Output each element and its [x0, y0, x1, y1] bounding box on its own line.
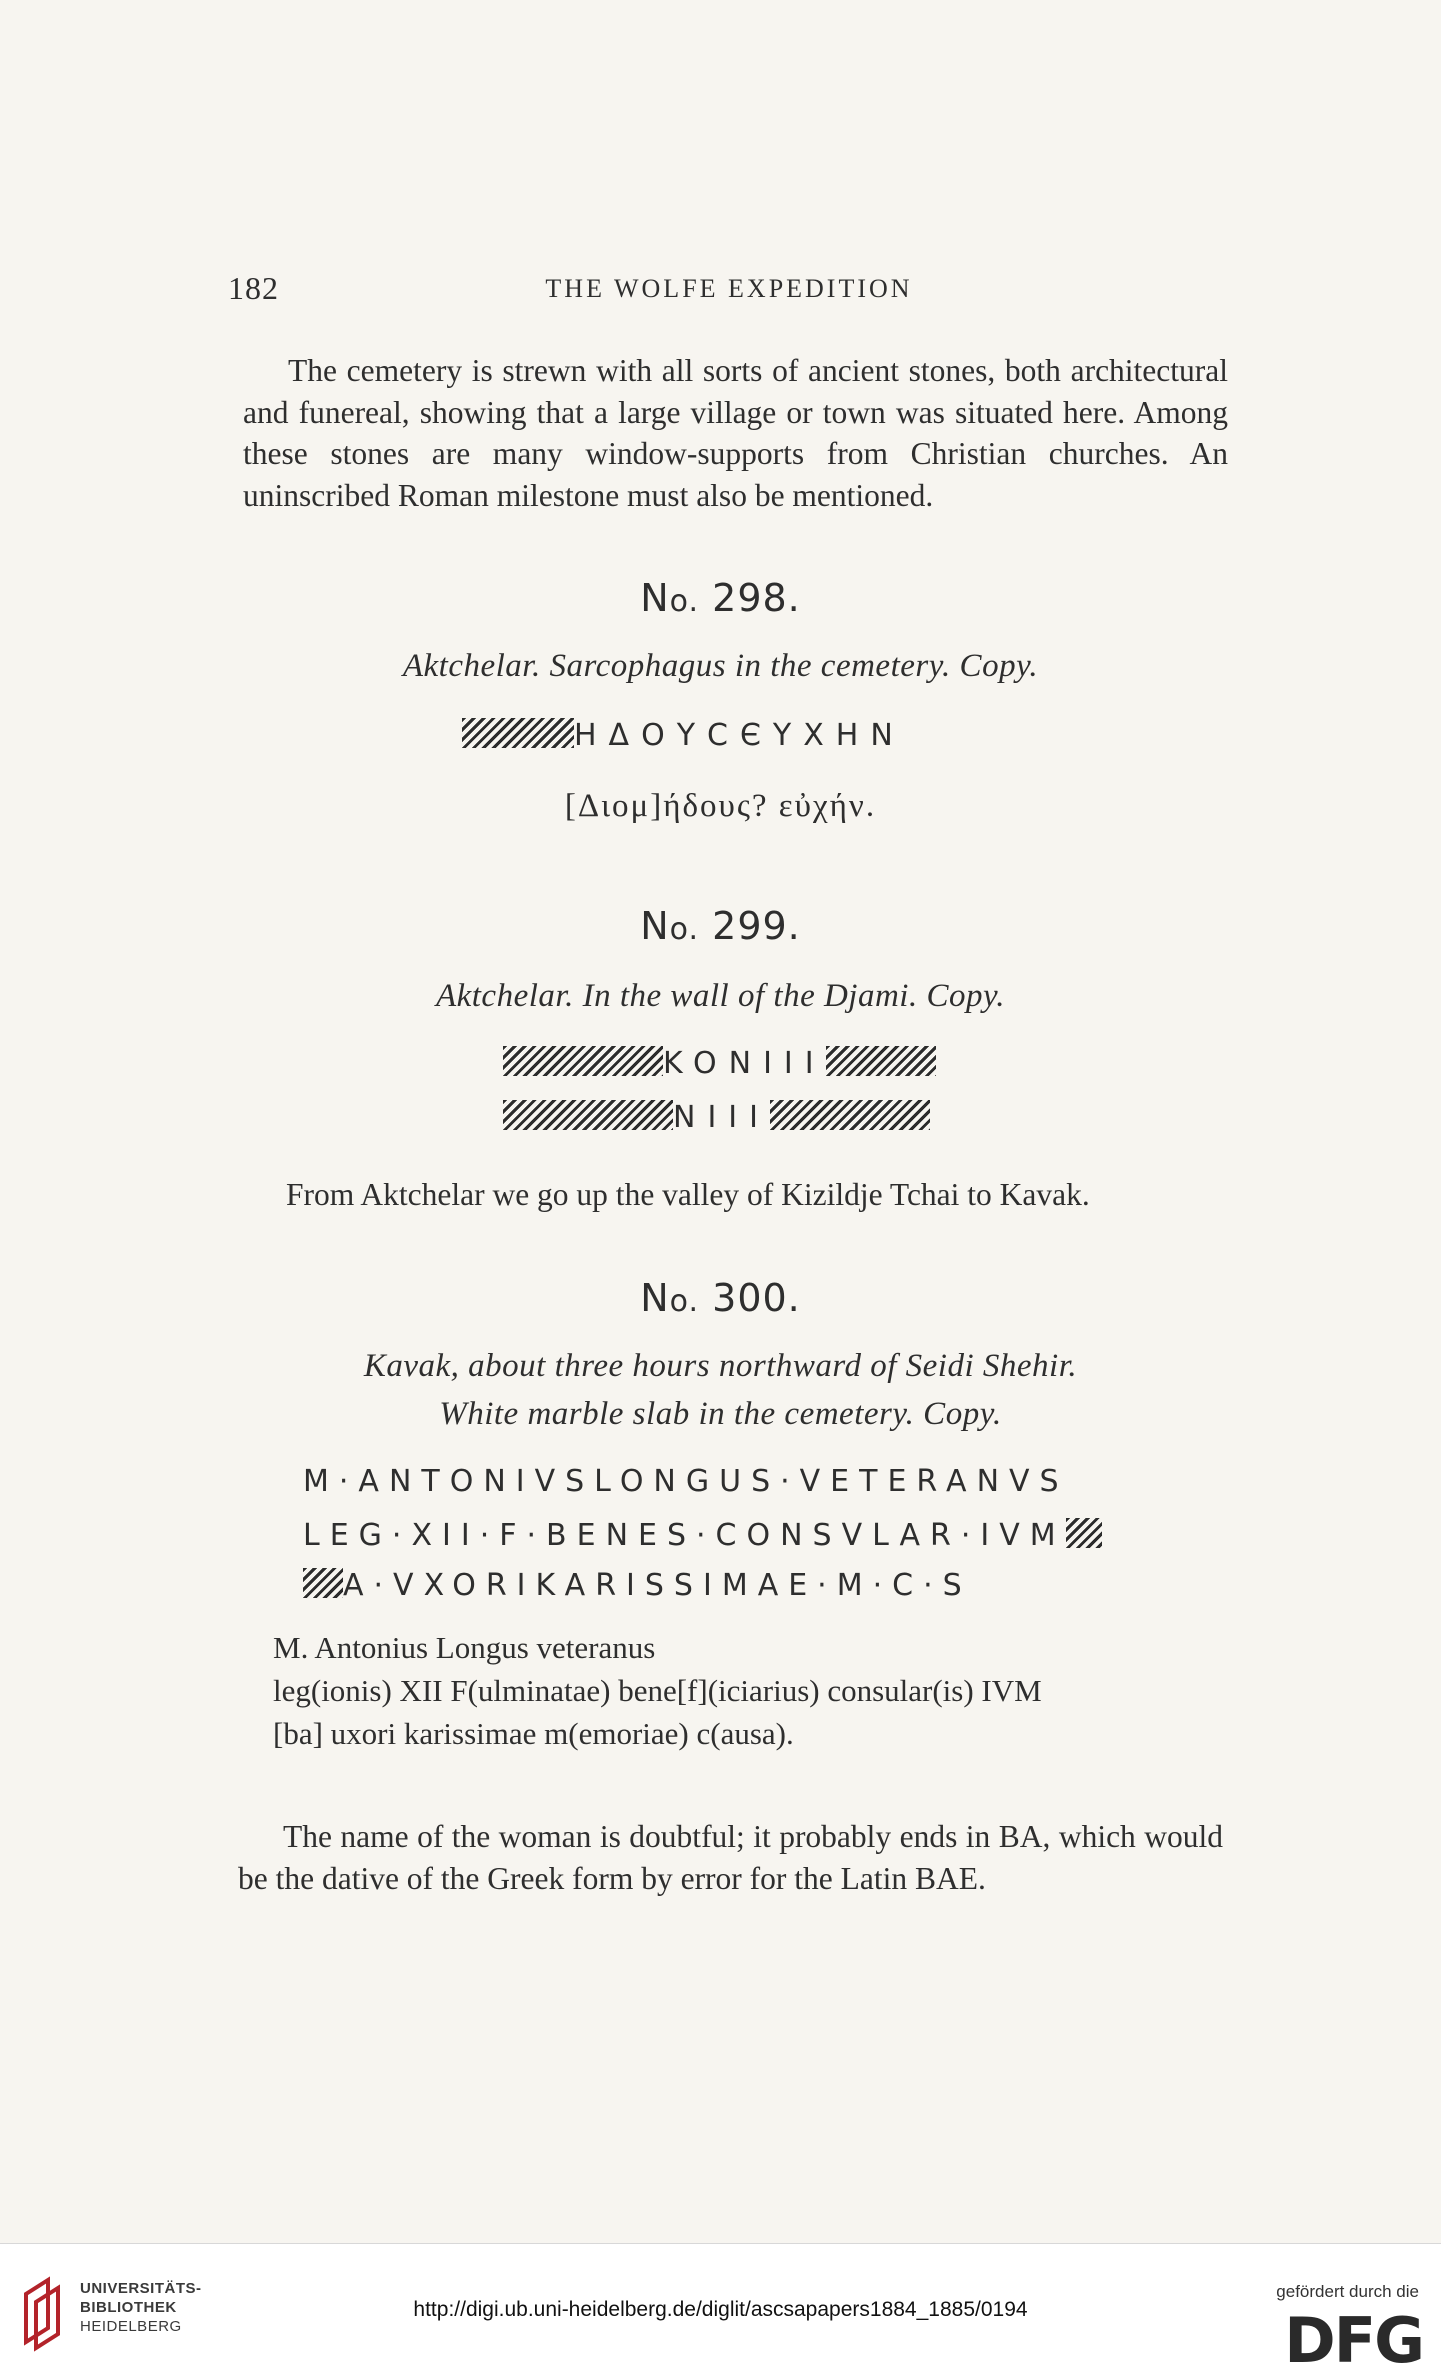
heading-prefix: N — [640, 904, 670, 948]
lacuna-hatching — [1066, 1518, 1102, 1548]
entry-300-heading — [0, 1276, 1441, 1320]
entry-299-heading — [0, 904, 1441, 948]
heading-prefix: N — [640, 576, 670, 620]
lacuna-hatching — [462, 718, 574, 748]
entry-300-inscription-line-2 — [303, 1518, 1102, 1553]
heading-number: 299. — [712, 904, 801, 948]
heading-sc: o. — [669, 1284, 700, 1319]
intro-paragraph-text: The cemetery is strewn with all sorts of ancient stones, both architectural and funereal, showing that a large village or town was situated here. Among these stones are many window-supports from Christian churches. An uninscribed Roman milestone must also be mentioned. — [243, 353, 1228, 513]
entry-298-heading — [0, 576, 1441, 620]
lacuna-hatching — [303, 1568, 343, 1598]
lacuna-hatching — [770, 1100, 930, 1130]
heading-prefix: N — [640, 1276, 670, 1320]
entry-298-caption: Aktchelar. Sarcophagus in the cemetery. Copy. — [402, 648, 1039, 684]
closing-paragraph-text: The name of the woman is doubtful; it probably ends in BA, which would be the dative of the Greek form by error for the Latin BAE. — [238, 1819, 1223, 1896]
heading-number: 300. — [712, 1276, 801, 1320]
library-line-2: BIBLIOTHEK — [80, 2299, 177, 2316]
inscription-line: KONIII — [663, 1046, 826, 1081]
expansion-line-3: [ba] uxori karissimae m(emoriae) c(ausa). — [273, 1716, 794, 1751]
heading-sc: o. — [669, 584, 700, 619]
inscription-line: NIII — [673, 1100, 770, 1135]
inscription-line: A·VXORIKARISSIMAE·M·C·S — [343, 1568, 972, 1603]
viewer-footer — [0, 2243, 1441, 2380]
library-line-1: UNIVERSITÄTS- — [80, 2280, 202, 2297]
funding-caption: gefördert durch die — [1276, 2282, 1419, 2301]
entry-300-caption-line-1: Kavak, about three hours northward of Seidi Shehir. — [363, 1348, 1078, 1384]
intro-paragraph — [243, 350, 1228, 516]
entry-298-inscription — [462, 718, 905, 753]
entry-298-transcription: [Διομ]ήδους? εὐχήν. — [564, 788, 877, 824]
permalink-url[interactable]: http://digi.ub.uni-heidelberg.de/diglit/ascsapapers1884_1885/0194 — [413, 2298, 1028, 2321]
lacuna-hatching — [826, 1046, 936, 1076]
entry-299-inscription-line-1 — [503, 1046, 936, 1081]
running-header — [228, 270, 1230, 314]
entry-299-caption: Aktchelar. In the wall of the Djami. Copy. — [435, 978, 1006, 1014]
closing-paragraph — [238, 1816, 1223, 1899]
expansion-line-1: M. Antonius Longus veteranus — [273, 1630, 656, 1665]
inscription-line: LEG·XII·F·BENES·CONSVLAR·IVM — [303, 1518, 1066, 1553]
lacuna-hatching — [503, 1046, 663, 1076]
expansion-line-2: leg(ionis) XII F(ulminatae) bene[f](iciarius) consular(is) IVM — [273, 1673, 1042, 1708]
lacuna-hatching — [503, 1100, 673, 1130]
heading-number: 298. — [712, 576, 801, 620]
entry-299-inscription-line-2 — [503, 1100, 930, 1135]
heading-sc: o. — [669, 912, 700, 947]
entry-300-expansion — [273, 1626, 1042, 1755]
entry-300-inscription-line-3 — [303, 1568, 972, 1603]
library-line-3: HEIDELBERG — [80, 2318, 182, 2335]
inscription-line: HΔΟΥϹЄΥΧΗΝ — [574, 718, 905, 753]
entry-300-caption-line-2: White marble slab in the cemetery. Copy. — [439, 1396, 1002, 1432]
dfg-logo: DFG — [1284, 2304, 1423, 2377]
transition-paragraph: From Aktchelar we go up the valley of Kizildje Tchai to Kavak. — [286, 1177, 1090, 1212]
running-title: THE WOLFE EXPEDITION — [545, 274, 913, 303]
entry-300-inscription-line-1: M·ANTONIVSLONGUS·VETERANVS — [303, 1464, 1069, 1499]
page-number: 182 — [228, 270, 279, 306]
